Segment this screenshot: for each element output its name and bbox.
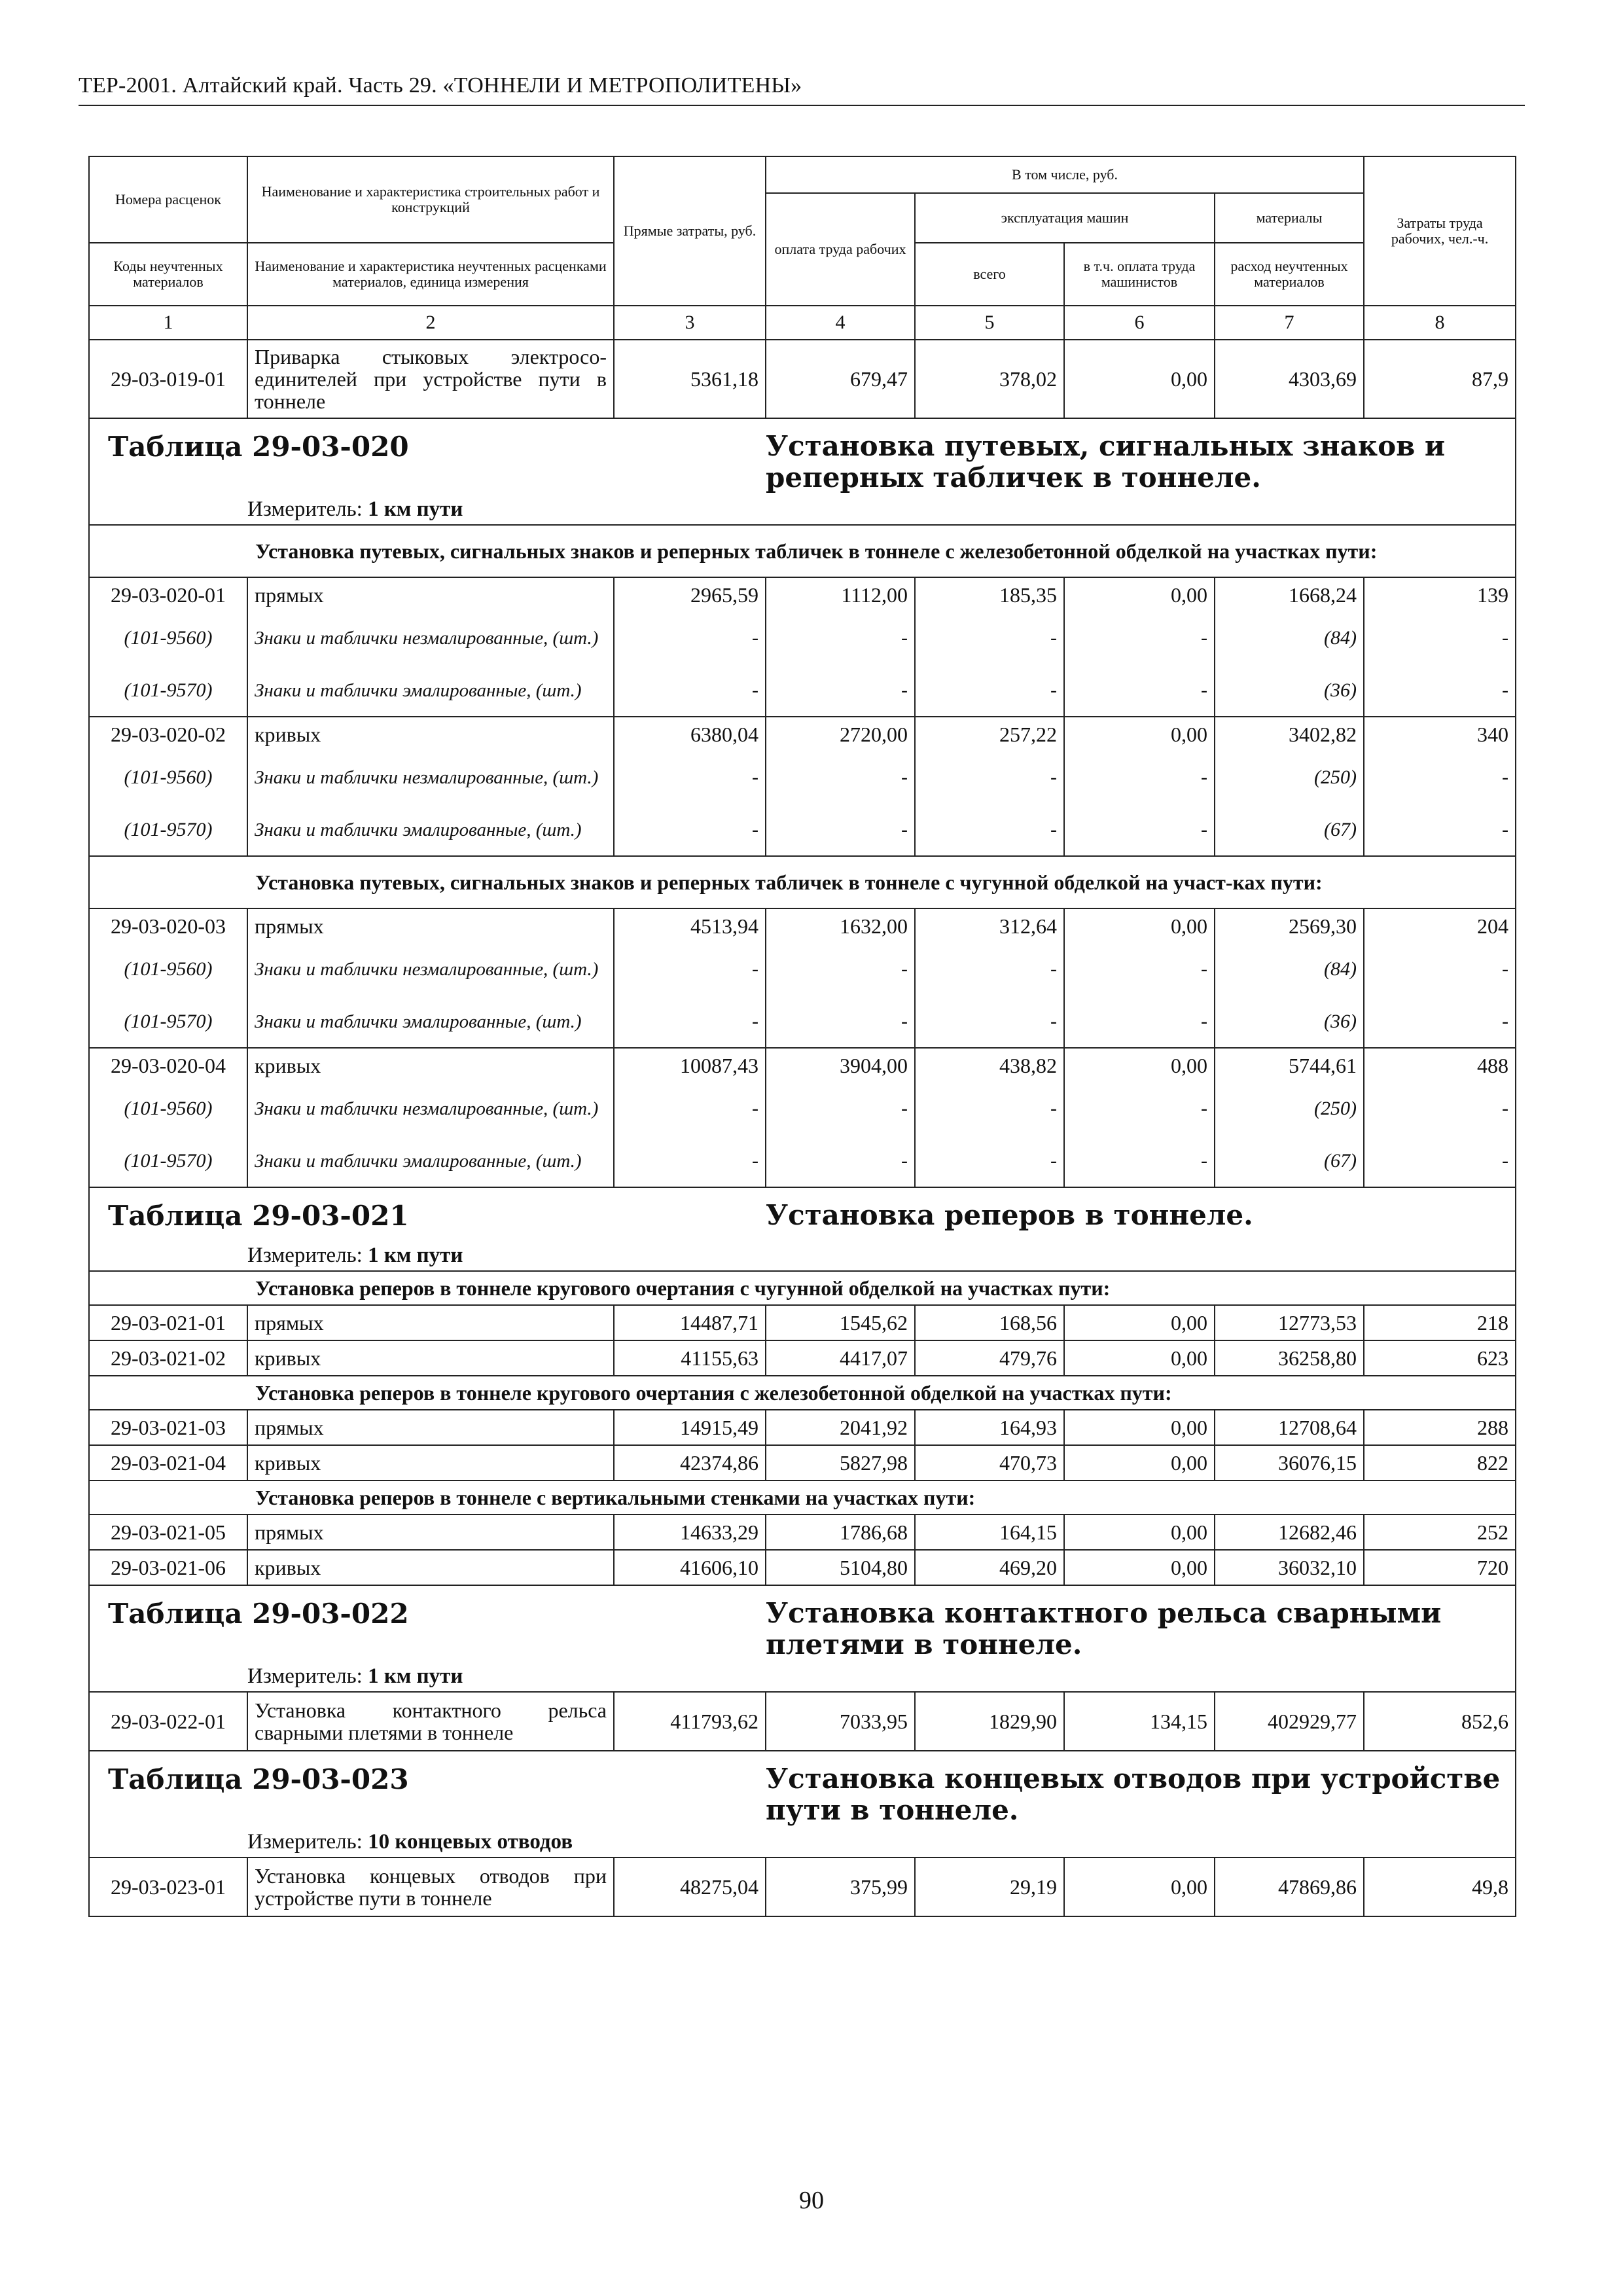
- table-row: [89, 1305, 1516, 1340]
- col-number: 8: [1364, 306, 1516, 340]
- material-name: Знаки и таблички эмалированные, (шт.): [247, 996, 614, 1048]
- rate-value: 0,00: [1064, 1515, 1215, 1550]
- rate-value: 720: [1364, 1550, 1516, 1585]
- material-value: -: [915, 1083, 1064, 1135]
- material-code: (101-9560): [89, 1083, 247, 1135]
- rate-name: прямых: [247, 577, 614, 612]
- material-row: [89, 1083, 1516, 1135]
- material-value: -: [614, 943, 766, 996]
- material-value: (84): [1215, 612, 1364, 664]
- table-caption-cell: [89, 1187, 766, 1240]
- rate-value: 41606,10: [614, 1550, 766, 1585]
- header-machinist-pay: в т.ч. оплата труда машинистов: [1064, 243, 1215, 306]
- rate-value: 5361,18: [614, 340, 766, 418]
- rate-value: 252: [1364, 1515, 1516, 1550]
- material-name: Знаки и таблички незмалированные, (шт.): [247, 612, 614, 664]
- rate-value: 12773,53: [1215, 1305, 1364, 1340]
- rate-value: 2720,00: [766, 717, 915, 751]
- table-section-header: [89, 1585, 1516, 1660]
- rate-value: 0,00: [1064, 1305, 1215, 1340]
- material-value: -: [1364, 1135, 1516, 1187]
- material-code: (101-9560): [89, 612, 247, 664]
- rate-value: 87,9: [1364, 340, 1516, 418]
- material-value: -: [1064, 996, 1215, 1048]
- page-number: 90: [799, 2187, 824, 2214]
- header-rule: [79, 105, 1525, 106]
- material-value: -: [1364, 1083, 1516, 1135]
- table-title-cell: [766, 1187, 1516, 1240]
- table-row: [89, 908, 1516, 943]
- table-row: [89, 1410, 1516, 1445]
- rate-value: 822: [1364, 1445, 1516, 1480]
- rate-value: 134,15: [1064, 1692, 1215, 1751]
- rate-value: 36032,10: [1215, 1550, 1364, 1585]
- rate-value: 49,8: [1364, 1857, 1516, 1916]
- rate-value: 14487,71: [614, 1305, 766, 1340]
- meter-spacer: [89, 1240, 247, 1271]
- col-number: 2: [247, 306, 614, 340]
- material-row: [89, 1135, 1516, 1187]
- rate-value: 375,99: [766, 1857, 915, 1916]
- rate-code: 29-03-019-01: [89, 340, 247, 418]
- material-value: -: [614, 996, 766, 1048]
- header-work-name: Наименование и характеристика строительных работ и конструкций: [247, 156, 614, 243]
- table-title-cell: [766, 418, 1516, 493]
- rate-value: 4513,94: [614, 908, 766, 943]
- material-value: (250): [1215, 1083, 1364, 1135]
- material-value: (250): [1215, 751, 1364, 804]
- material-value: -: [1364, 751, 1516, 804]
- meter-label: Измеритель:: [247, 1830, 363, 1854]
- col-number: 6: [1064, 306, 1215, 340]
- material-row: [89, 996, 1516, 1048]
- material-value: -: [1064, 943, 1215, 996]
- rate-value: 470,73: [915, 1445, 1064, 1480]
- rate-value: 0,00: [1064, 908, 1215, 943]
- rate-name: Установка концевых отводов при устройстве пути в тоннеле: [247, 1857, 614, 1916]
- material-value: -: [1364, 664, 1516, 717]
- rate-code: 29-03-021-06: [89, 1550, 247, 1585]
- rate-value: 479,76: [915, 1340, 1064, 1376]
- material-code: (101-9560): [89, 943, 247, 996]
- table-row: [89, 577, 1516, 612]
- table-title: Установка контактного рельса сварными плетями в тоннеле.: [766, 1597, 1442, 1660]
- meter-label: Измеритель:: [247, 1244, 363, 1267]
- rate-name: Установка контактного рельса сварными плетями в тоннеле: [247, 1692, 614, 1751]
- col-number: 3: [614, 306, 766, 340]
- rate-value: 2569,30: [1215, 908, 1364, 943]
- group-heading: Установка путевых, сигнальных знаков и реперных табличек в тоннеле с железобетонной обделкой на участках пути:: [247, 525, 1516, 577]
- material-code: (101-9570): [89, 664, 247, 717]
- group-heading-row: [89, 1480, 1516, 1515]
- material-value: -: [1364, 804, 1516, 856]
- table-row: [89, 1445, 1516, 1480]
- material-code: (101-9570): [89, 804, 247, 856]
- material-name: Знаки и таблички эмалированные, (шт.): [247, 1135, 614, 1187]
- rate-value: 0,00: [1064, 1340, 1215, 1376]
- material-value: -: [614, 664, 766, 717]
- table-title: Установка путевых, сигнальных знаков и реперных табличек в тоннеле.: [766, 430, 1446, 493]
- meter-row: [89, 1826, 1516, 1857]
- col-number: 5: [915, 306, 1064, 340]
- rate-value: 29,19: [915, 1857, 1064, 1916]
- meter-row: [89, 1240, 1516, 1271]
- material-value: -: [614, 1135, 766, 1187]
- rate-value: 1632,00: [766, 908, 915, 943]
- group-heading: Установка реперов в тоннеле кругового очертания с чугунной обделкой на участках пути:: [247, 1271, 1516, 1305]
- material-value: (67): [1215, 804, 1364, 856]
- meter-value: 1 км пути: [368, 1664, 463, 1688]
- rate-value: 378,02: [915, 340, 1064, 418]
- material-name: Знаки и таблички эмалированные, (шт.): [247, 804, 614, 856]
- material-value: -: [1064, 1135, 1215, 1187]
- rate-value: 402929,77: [1215, 1692, 1364, 1751]
- header-material-names: Наименование и характеристика неучтенных расценками материалов, единица измерения: [247, 243, 614, 306]
- rate-code: 29-03-020-02: [89, 717, 247, 751]
- material-name: Знаки и таблички незмалированные, (шт.): [247, 943, 614, 996]
- rate-code: 29-03-020-03: [89, 908, 247, 943]
- rate-value: 12708,64: [1215, 1410, 1364, 1445]
- rate-value: 3402,82: [1215, 717, 1364, 751]
- rate-value: 5827,98: [766, 1445, 915, 1480]
- header-material-codes: Коды неучтенных материалов: [89, 243, 247, 306]
- header-machines: эксплуатация машин: [915, 193, 1215, 243]
- material-value: (36): [1215, 664, 1364, 717]
- rate-value: 340: [1364, 717, 1516, 751]
- rate-value: 36076,15: [1215, 1445, 1364, 1480]
- meter: [247, 1826, 1516, 1857]
- rate-value: 257,22: [915, 717, 1064, 751]
- table-row: [89, 1857, 1516, 1916]
- material-value: -: [915, 1135, 1064, 1187]
- rate-value: 218: [1364, 1305, 1516, 1340]
- rate-value: 47869,86: [1215, 1857, 1364, 1916]
- material-row: [89, 612, 1516, 664]
- rate-name: прямых: [247, 1305, 614, 1340]
- meter: [247, 1660, 1516, 1692]
- material-row: [89, 804, 1516, 856]
- rate-value: 7033,95: [766, 1692, 915, 1751]
- meter-spacer: [89, 1660, 247, 1692]
- table-caption-cell: [89, 1751, 766, 1826]
- material-value: -: [1064, 612, 1215, 664]
- material-value: (36): [1215, 996, 1364, 1048]
- meter-label: Измеритель:: [247, 497, 363, 521]
- rate-name: кривых: [247, 1445, 614, 1480]
- rate-value: 4303,69: [1215, 340, 1364, 418]
- material-value: -: [766, 804, 915, 856]
- rate-value: 469,20: [915, 1550, 1064, 1585]
- rate-code: 29-03-022-01: [89, 1692, 247, 1751]
- header-rate-numbers: Номера расценок: [89, 156, 247, 243]
- rate-value: 1668,24: [1215, 577, 1364, 612]
- material-value: (67): [1215, 1135, 1364, 1187]
- rate-value: 164,93: [915, 1410, 1064, 1445]
- rate-name: прямых: [247, 908, 614, 943]
- rate-value: 488: [1364, 1048, 1516, 1083]
- material-value: -: [766, 1135, 915, 1187]
- material-value: -: [614, 612, 766, 664]
- meter-spacer: [89, 1826, 247, 1857]
- col-number: 4: [766, 306, 915, 340]
- rate-value: 12682,46: [1215, 1515, 1364, 1550]
- table-label: Таблица 29-03-021: [108, 1200, 409, 1232]
- rate-value: 48275,04: [614, 1857, 766, 1916]
- material-code: (101-9570): [89, 996, 247, 1048]
- rate-code: 29-03-021-04: [89, 1445, 247, 1480]
- material-code: (101-9560): [89, 751, 247, 804]
- group-heading-row: [89, 1376, 1516, 1410]
- rate-value: 5104,80: [766, 1550, 915, 1585]
- rate-value: 1829,90: [915, 1692, 1064, 1751]
- rate-value: 288: [1364, 1410, 1516, 1445]
- rate-value: 411793,62: [614, 1692, 766, 1751]
- material-value: -: [915, 943, 1064, 996]
- meter-value: 1 км пути: [368, 1244, 463, 1267]
- group-spacer: [89, 1271, 247, 1305]
- rate-value: 1545,62: [766, 1305, 915, 1340]
- rate-value: 10087,43: [614, 1048, 766, 1083]
- material-value: -: [614, 804, 766, 856]
- table-row: [89, 1340, 1516, 1376]
- meter-row: [89, 493, 1516, 525]
- rate-value: 6380,04: [614, 717, 766, 751]
- material-value: -: [1064, 664, 1215, 717]
- rate-name: кривых: [247, 1048, 614, 1083]
- rate-value: 1786,68: [766, 1515, 915, 1550]
- rate-value: 0,00: [1064, 717, 1215, 751]
- rate-value: 312,64: [915, 908, 1064, 943]
- rate-value: 0,00: [1064, 577, 1215, 612]
- header-materials-unaccounted: расход неучтенных материалов: [1215, 243, 1364, 306]
- material-value: -: [915, 804, 1064, 856]
- material-value: -: [1364, 612, 1516, 664]
- rate-name: Приварка стыковых электросо-единителей при устройстве пути в тоннеле: [247, 340, 614, 418]
- price-table: [88, 156, 1516, 1917]
- meter-value: 10 концевых отводов: [368, 1830, 573, 1854]
- meter-label: Измеритель:: [247, 1664, 363, 1688]
- material-value: (84): [1215, 943, 1364, 996]
- header-labor-costs: Затраты труда рабочих, чел.-ч.: [1364, 156, 1516, 306]
- material-name: Знаки и таблички незмалированные, (шт.): [247, 1083, 614, 1135]
- rate-value: 14915,49: [614, 1410, 766, 1445]
- rate-value: 185,35: [915, 577, 1064, 612]
- rate-value: 14633,29: [614, 1515, 766, 1550]
- rate-value: 2965,59: [614, 577, 766, 612]
- table-caption-cell: [89, 1585, 766, 1660]
- material-value: -: [915, 612, 1064, 664]
- table-title-cell: [766, 1585, 1516, 1660]
- rate-value: 0,00: [1064, 1445, 1215, 1480]
- material-value: -: [766, 996, 915, 1048]
- meter-row: [89, 1660, 1516, 1692]
- rate-value: 168,56: [915, 1305, 1064, 1340]
- rate-value: 679,47: [766, 340, 915, 418]
- rate-value: 438,82: [915, 1048, 1064, 1083]
- table-title: Установка реперов в тоннеле.: [766, 1199, 1253, 1231]
- rate-code: 29-03-021-05: [89, 1515, 247, 1550]
- material-value: -: [766, 1083, 915, 1135]
- rate-value: 36258,80: [1215, 1340, 1364, 1376]
- rate-value: 42374,86: [614, 1445, 766, 1480]
- rate-name: прямых: [247, 1515, 614, 1550]
- table-title: Установка концевых отводов при устройстве пути в тоннеле.: [766, 1763, 1501, 1826]
- rate-value: 3904,00: [766, 1048, 915, 1083]
- material-value: -: [766, 664, 915, 717]
- header-labor-pay: оплата труда рабочих: [766, 193, 915, 306]
- material-value: -: [1064, 751, 1215, 804]
- material-row: [89, 664, 1516, 717]
- table-label: Таблица 29-03-022: [108, 1598, 409, 1630]
- group-heading: Установка реперов в тоннеле кругового очертания с железобетонной обделкой на участках пути:: [247, 1376, 1516, 1410]
- table-label: Таблица 29-03-023: [108, 1763, 409, 1795]
- header-machines-total: всего: [915, 243, 1064, 306]
- material-value: -: [915, 664, 1064, 717]
- table-row: [89, 1515, 1516, 1550]
- material-value: -: [915, 996, 1064, 1048]
- group-spacer: [89, 1376, 247, 1410]
- material-value: -: [1364, 996, 1516, 1048]
- material-value: -: [1064, 1083, 1215, 1135]
- material-value: -: [1364, 943, 1516, 996]
- rate-name: кривых: [247, 1340, 614, 1376]
- col-number: 1: [89, 306, 247, 340]
- rate-code: 29-03-020-04: [89, 1048, 247, 1083]
- material-row: [89, 751, 1516, 804]
- table-row: [89, 1550, 1516, 1585]
- meter-value: 1 км пути: [368, 497, 463, 521]
- col-number: 7: [1215, 306, 1364, 340]
- rate-code: 29-03-021-02: [89, 1340, 247, 1376]
- rate-value: 0,00: [1064, 1857, 1215, 1916]
- rate-value: 623: [1364, 1340, 1516, 1376]
- meter-spacer: [89, 493, 247, 525]
- meter: [247, 1240, 1516, 1271]
- rate-value: 0,00: [1064, 1550, 1215, 1585]
- rate-name: кривых: [247, 717, 614, 751]
- rate-value: 0,00: [1064, 340, 1215, 418]
- rate-value: 5744,61: [1215, 1048, 1364, 1083]
- group-spacer: [89, 1480, 247, 1515]
- material-value: -: [766, 943, 915, 996]
- running-head: ТЕР-2001. Алтайский край. Часть 29. «ТОННЕЛИ И МЕТРОПОЛИТЕНЫ»: [79, 73, 802, 98]
- material-value: -: [766, 751, 915, 804]
- material-value: -: [915, 751, 1064, 804]
- rate-value: 139: [1364, 577, 1516, 612]
- material-row: [89, 943, 1516, 996]
- table-caption-cell: [89, 418, 766, 493]
- group-heading-row: [89, 525, 1516, 577]
- table-section-header: [89, 1187, 1516, 1240]
- table-row: [89, 1692, 1516, 1751]
- rate-value: 164,15: [915, 1515, 1064, 1550]
- table-row: [89, 717, 1516, 751]
- table-label: Таблица 29-03-020: [108, 431, 409, 463]
- rate-value: 852,6: [1364, 1692, 1516, 1751]
- rate-name: кривых: [247, 1550, 614, 1585]
- rate-code: 29-03-021-03: [89, 1410, 247, 1445]
- group-heading: Установка путевых, сигнальных знаков и реперных табличек в тоннеле с чугунной обделкой на участ-ках пути:: [247, 856, 1516, 908]
- material-value: -: [1064, 804, 1215, 856]
- rate-value: 2041,92: [766, 1410, 915, 1445]
- rate-value: 1112,00: [766, 577, 915, 612]
- material-name: Знаки и таблички эмалированные, (шт.): [247, 664, 614, 717]
- rate-value: 204: [1364, 908, 1516, 943]
- table-section-header: [89, 1751, 1516, 1826]
- meter: [247, 493, 1516, 525]
- rate-value: 0,00: [1064, 1410, 1215, 1445]
- rate-value: 0,00: [1064, 1048, 1215, 1083]
- group-heading-row: [89, 1271, 1516, 1305]
- table-row: [89, 340, 1516, 418]
- material-value: -: [614, 751, 766, 804]
- rate-code: 29-03-023-01: [89, 1857, 247, 1916]
- group-spacer: [89, 525, 247, 577]
- rate-name: прямых: [247, 1410, 614, 1445]
- material-code: (101-9570): [89, 1135, 247, 1187]
- material-value: -: [766, 612, 915, 664]
- rate-code: 29-03-020-01: [89, 577, 247, 612]
- header-materials: материалы: [1215, 193, 1364, 243]
- rate-value: 41155,63: [614, 1340, 766, 1376]
- rate-code: 29-03-021-01: [89, 1305, 247, 1340]
- group-spacer: [89, 856, 247, 908]
- material-value: -: [614, 1083, 766, 1135]
- header-direct-costs: Прямые затраты, руб.: [614, 156, 766, 306]
- group-heading: Установка реперов в тоннеле с вертикальными стенками на участках пути:: [247, 1480, 1516, 1515]
- table-section-header: [89, 418, 1516, 493]
- header-including: В том числе, руб.: [766, 156, 1364, 193]
- group-heading-row: [89, 856, 1516, 908]
- material-name: Знаки и таблички незмалированные, (шт.): [247, 751, 614, 804]
- rate-value: 4417,07: [766, 1340, 915, 1376]
- table-title-cell: [766, 1751, 1516, 1826]
- table-row: [89, 1048, 1516, 1083]
